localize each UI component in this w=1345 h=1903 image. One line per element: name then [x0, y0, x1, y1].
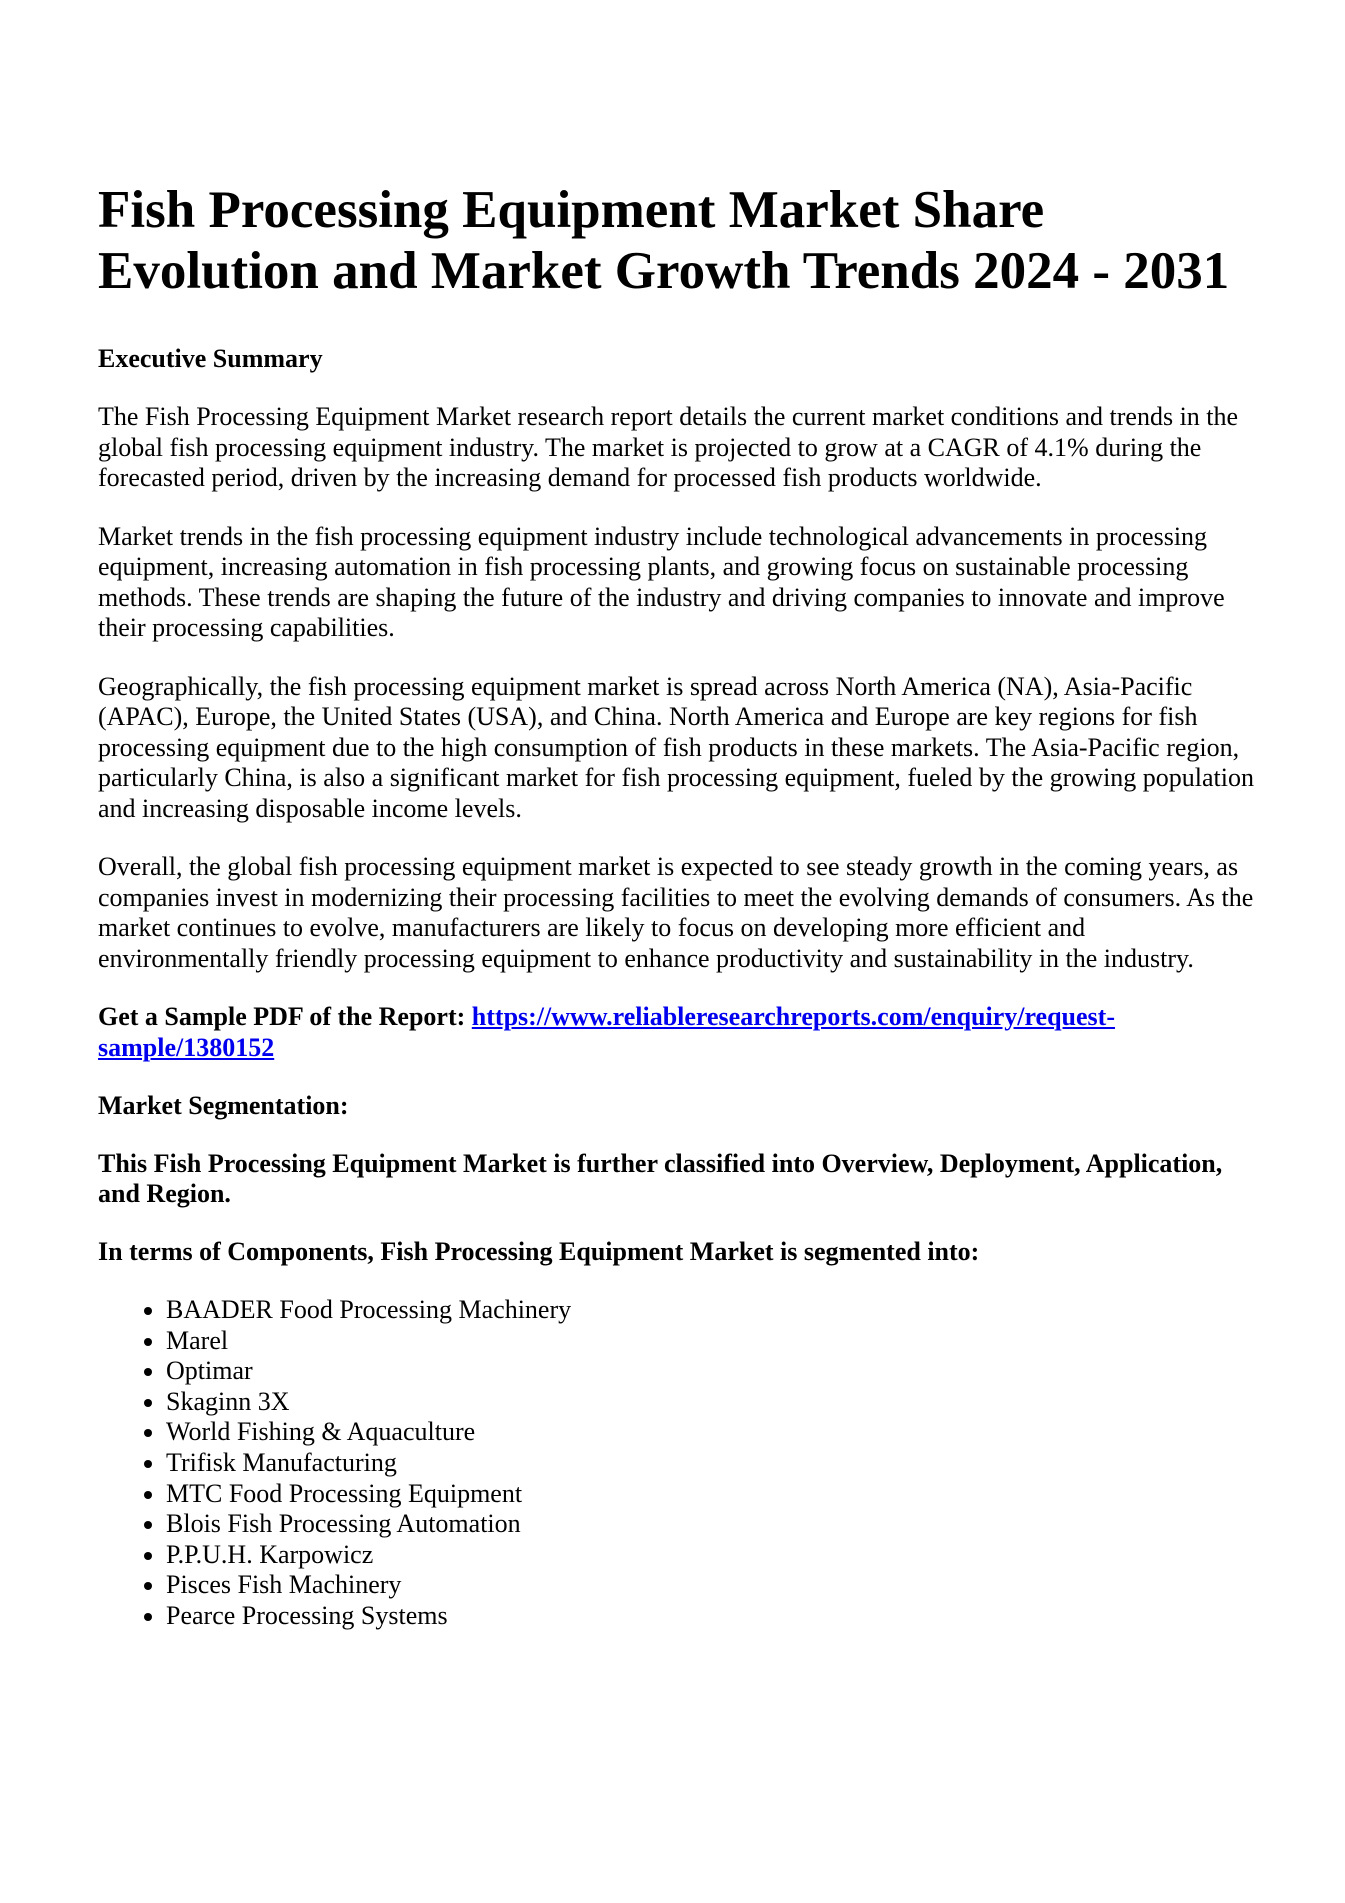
list-item: • Pearce Processing Systems	[166, 1601, 1258, 1632]
list-item: • World Fishing & Aquaculture	[166, 1417, 1258, 1448]
executive-summary-heading: Executive Summary	[98, 344, 323, 373]
list-item: • Marel	[166, 1326, 1258, 1357]
list-item: • Skaginn 3X	[166, 1387, 1258, 1418]
list-item: • P.P.U.H. Karpowicz	[166, 1540, 1258, 1571]
classification-statement: This Fish Processing Equipment Market is further classified into Overview, Deployment, Application, and Region.	[98, 1149, 1223, 1208]
market-segmentation-heading: Market Segmentation:	[98, 1091, 349, 1120]
summary-paragraph-4: Overall, the global fish processing equipment market is expected to see steady growth in the coming years, as companies invest in modernizing their processing facilities to meet the evolving demands of consumers. As the market continues to evolve, manufacturers are likely to focus on developing more efficient and environmentally friendly processing equipment to enhance productivity and sustainability in the industry.	[98, 852, 1254, 973]
list-item: • Blois Fish Processing Automation	[166, 1509, 1258, 1540]
sample-pdf-line	[98, 1002, 1258, 1063]
summary-paragraph-3: Geographically, the fish processing equipment market is spread across North America (NA), Asia-Pacific (APAC), Europe, the United States (USA), and China. North America and Europe are key regions for fish processing equipment due to the high consumption of fish products in these markets. The Asia-Pacific region, particularly China, is also a significant market for fish processing equipment, fueled by the growing population and increasing disposable income levels.	[98, 671, 1254, 823]
list-item: • BAADER Food Processing Machinery	[166, 1295, 1258, 1326]
sample-pdf-label: Get a Sample PDF of the Report:	[98, 1002, 472, 1031]
components-heading: In terms of Components, Fish Processing Equipment Market is segmented into:	[98, 1237, 980, 1266]
list-item: • Trifisk Manufacturing	[166, 1448, 1258, 1479]
sample-pdf-link[interactable]: https://www.reliableresearchreports.com/enquiry/request-sample/1380152	[98, 1002, 1115, 1062]
summary-paragraph-1: The Fish Processing Equipment Market research report details the current market conditions and trends in the global fish processing equipment industry. The market is projected to grow at a CAGR of 4.1% during the forecasted period, driven by the increasing demand for processed fish products worldwide.	[98, 402, 1239, 492]
company-list	[98, 1295, 1258, 1632]
document-page	[98, 180, 1258, 1632]
list-item: • Pisces Fish Machinery	[166, 1570, 1258, 1601]
list-item: • MTC Food Processing Equipment	[166, 1479, 1258, 1510]
page-title: Fish Processing Equipment Market Share Evolution and Market Growth Trends 2024 - 2031	[98, 181, 1230, 300]
summary-paragraph-2: Market trends in the fish processing equipment industry include technological advancements in processing equipment, increasing automation in fish processing plants, and growing focus on sustainable processing methods. These trends are shaping the future of the industry and driving companies to innovate and improve their processing capabilities.	[98, 521, 1225, 642]
list-item: • Optimar	[166, 1356, 1258, 1387]
